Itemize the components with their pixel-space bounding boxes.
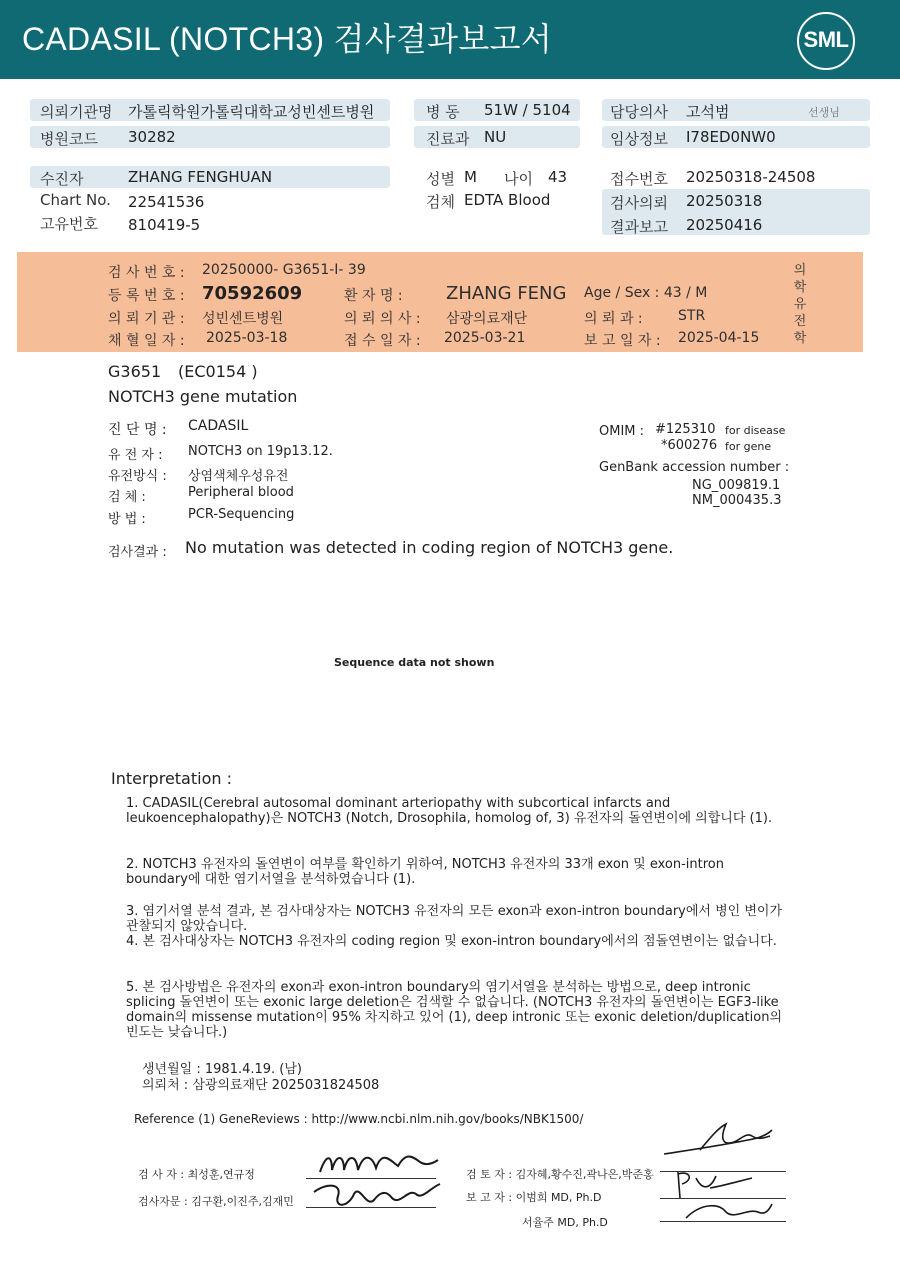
tester: 검 사 자 : 최성훈,연규정 bbox=[138, 1168, 255, 1181]
interpretation-p4: 4. 본 검사대상자는 NOTCH3 유전자의 coding region 및 exon-intron boundary에서의 점돌연변이는 없습니다. bbox=[126, 934, 777, 949]
band-report-label: 보 고 일 자 : bbox=[584, 333, 661, 349]
vertical-char: 의 bbox=[793, 263, 807, 278]
receipt-label: 접수번호 bbox=[610, 170, 668, 188]
specimen-value: EDTA Blood bbox=[464, 191, 551, 209]
birth-date: 생년월일 : 1981.4.19. (남) bbox=[142, 1062, 303, 1077]
interpretation-p1: 1. CADASIL(Cerebral autosomal dominant arteriopathy with subcortical infarcts and leukoencephalopathy)은 NOTCH3 (Notch, Drosophila, homolog of, 3) 유전자의 돌연변이에 의합니다 (1). bbox=[126, 796, 773, 826]
band-age-sex: Age / Sex : 43 / M bbox=[584, 285, 708, 301]
genbank-ng: NG_009819.1 bbox=[692, 478, 781, 493]
id-value: 810419-5 bbox=[128, 216, 201, 234]
vertical-char: 전 bbox=[793, 314, 807, 329]
genbank-nm: NM_000435.3 bbox=[692, 493, 782, 508]
reference: Reference (1) GeneReviews : http://www.ncbi.nlm.nih.gov/books/NBK1500/ bbox=[134, 1112, 584, 1126]
gene-label: 유 전 자 : bbox=[108, 448, 163, 463]
patient-value: ZHANG FENGHUAN bbox=[128, 168, 273, 186]
test-code-ec: (EC0154 ) bbox=[178, 362, 258, 381]
omim-disease-desc: for disease bbox=[725, 424, 786, 437]
band-collect: 2025-03-18 bbox=[206, 330, 288, 346]
band-patient-label: 환 자 명 : bbox=[344, 288, 403, 304]
result-label: 검사결과 : bbox=[108, 545, 167, 560]
dept-value: NU bbox=[484, 128, 507, 146]
omim-gene: *600276 bbox=[661, 438, 718, 453]
signature-reviewer bbox=[660, 1120, 774, 1160]
band-reg-no: 70592609 bbox=[202, 283, 303, 304]
report-label: 결과보고 bbox=[610, 218, 668, 236]
interpretation-p3: 3. 염기서열 분석 결과, 본 검사대상자는 NOTCH3 유전자의 모든 exon과 exon-intron boundary에서 병인 변이가 관찰되지 않았습니다. bbox=[126, 904, 783, 934]
institution-label: 의뢰기관명 bbox=[40, 103, 113, 121]
band-test-no: 20250000- G3651-I- 39 bbox=[202, 262, 366, 278]
test-code: G3651 bbox=[108, 362, 162, 381]
inherit-value: 상염색체우성유전 bbox=[188, 469, 289, 484]
band-receive: 2025-03-21 bbox=[444, 330, 526, 346]
report-header bbox=[0, 0, 900, 79]
request-label: 검사의뢰 bbox=[610, 194, 668, 212]
vertical-char: 학 bbox=[793, 331, 807, 346]
band-test-no-label: 검 사 번 호 : bbox=[108, 265, 185, 281]
client-info: 의뢰처 : 삼광의료재단 2025031824508 bbox=[142, 1078, 380, 1093]
clinical-value: I78ED0NW0 bbox=[686, 128, 776, 146]
age-value: 43 bbox=[548, 168, 568, 186]
genbank-label: GenBank accession number : bbox=[599, 460, 790, 475]
omim-gene-desc: for gene bbox=[725, 440, 772, 453]
advisor: 검사자문 : 김구환,이진주,김재민 bbox=[138, 1195, 294, 1208]
interpretation-p2: 2. NOTCH3 유전자의 돌연변이 여부를 확인하기 위하여, NOTCH3 유전자의 33개 exon 및 exon-intron boundary에 대한 염기서열을 분석하였습니다 (1). bbox=[126, 857, 724, 887]
report-value: 20250416 bbox=[686, 216, 763, 234]
method-value: PCR-Sequencing bbox=[188, 507, 295, 522]
doctor-value: 고석범 bbox=[686, 103, 730, 121]
vertical-char: 유 bbox=[793, 297, 807, 312]
band-vertical-dept bbox=[792, 262, 808, 347]
reporter: 보 고 자 : 이범희 MD, Ph.D bbox=[466, 1191, 602, 1204]
band-dept: STR bbox=[678, 308, 706, 324]
ward-value: 51W / 5104 bbox=[484, 101, 571, 119]
signature-advisor bbox=[308, 1178, 444, 1212]
age-label: 나이 bbox=[504, 170, 533, 188]
doctor-suffix: 선생님 bbox=[808, 106, 840, 119]
band-doctor: 삼광의료재단 bbox=[446, 311, 528, 327]
receipt-value: 20250318-24508 bbox=[686, 168, 816, 186]
band-patient: ZHANG FENG bbox=[446, 283, 567, 304]
clinical-label: 임상정보 bbox=[610, 130, 668, 148]
test-name: NOTCH3 gene mutation bbox=[108, 387, 298, 406]
band-reg-no-label: 등 록 번 호 : bbox=[108, 288, 185, 304]
chart-label: Chart No. bbox=[40, 191, 111, 209]
sex-value: M bbox=[464, 168, 477, 186]
reporter2: 서율주 MD, Ph.D bbox=[522, 1216, 608, 1229]
method-label: 방 법 : bbox=[108, 512, 146, 527]
patient-label: 수진자 bbox=[40, 170, 84, 188]
specimen-type-value: Peripheral blood bbox=[188, 485, 294, 500]
diag-label: 진 단 명 : bbox=[108, 422, 167, 438]
specimen-type-label: 검 체 : bbox=[108, 490, 146, 505]
hospital-code-value: 30282 bbox=[128, 128, 176, 146]
band-doctor-label: 의 뢰 의 사 : bbox=[344, 311, 421, 327]
band-dept-label: 의 뢰 과 : bbox=[584, 311, 643, 327]
hospital-code-label: 병원코드 bbox=[40, 130, 98, 148]
doctor-label: 담당의사 bbox=[610, 103, 668, 121]
signature-reporter bbox=[666, 1168, 774, 1224]
sml-logo bbox=[797, 12, 855, 70]
signature-tester bbox=[316, 1146, 440, 1180]
specimen-label: 검체 bbox=[426, 193, 455, 211]
gene-value: NOTCH3 on 19p13.12. bbox=[188, 444, 333, 459]
id-label: 고유번호 bbox=[40, 215, 98, 233]
band-collect-label: 채 혈 일 자 : bbox=[108, 333, 185, 349]
interpretation-title: Interpretation : bbox=[111, 769, 232, 788]
omim-disease: #125310 bbox=[655, 422, 716, 437]
institution-value: 가톨릭학원가톨릭대학교성빈센트병원 bbox=[128, 103, 375, 121]
band-report: 2025-04-15 bbox=[678, 330, 760, 346]
inherit-label: 유전방식 : bbox=[108, 469, 167, 484]
result-value: No mutation was detected in coding region of NOTCH3 gene. bbox=[185, 538, 674, 557]
report-title: CADASIL (NOTCH3) 검사결과보고서 bbox=[22, 21, 552, 57]
diag-value: CADASIL bbox=[188, 418, 249, 434]
band-inst: 성빈센트병원 bbox=[202, 311, 284, 327]
logo-text: SML bbox=[803, 27, 849, 52]
ward-label: 병 동 bbox=[426, 103, 460, 121]
band-inst-label: 의 뢰 기 관 : bbox=[108, 311, 185, 327]
sex-label: 성별 bbox=[426, 170, 455, 188]
reviewer: 검 토 자 : 김자혜,황수진,곽나은,박준홍 bbox=[466, 1168, 654, 1181]
interpretation-p5: 5. 본 검사방법은 유전자의 exon과 exon-intron boundary의 염기서열을 분석하는 방법으로, deep intronic splicing 돌연변이 또는 exonic large deletion은 검색할 수 없습니다. (NOTCH3 유전자의 돌연변이는 EGF3-like domain의 missense mutation이 95% 차지하고 있어 (1), deep intronic 또는 exonic deletion/duplication의 빈도는 낮습니다.) bbox=[126, 980, 783, 1040]
request-value: 20250318 bbox=[686, 192, 763, 210]
sequence-note: Sequence data not shown bbox=[334, 656, 495, 669]
chart-value: 22541536 bbox=[128, 193, 205, 211]
band-receive-label: 접 수 일 자 : bbox=[344, 333, 421, 349]
vertical-char: 학 bbox=[793, 280, 807, 295]
omim-label: OMIM : bbox=[599, 424, 645, 439]
dept-label: 진료과 bbox=[426, 130, 470, 148]
